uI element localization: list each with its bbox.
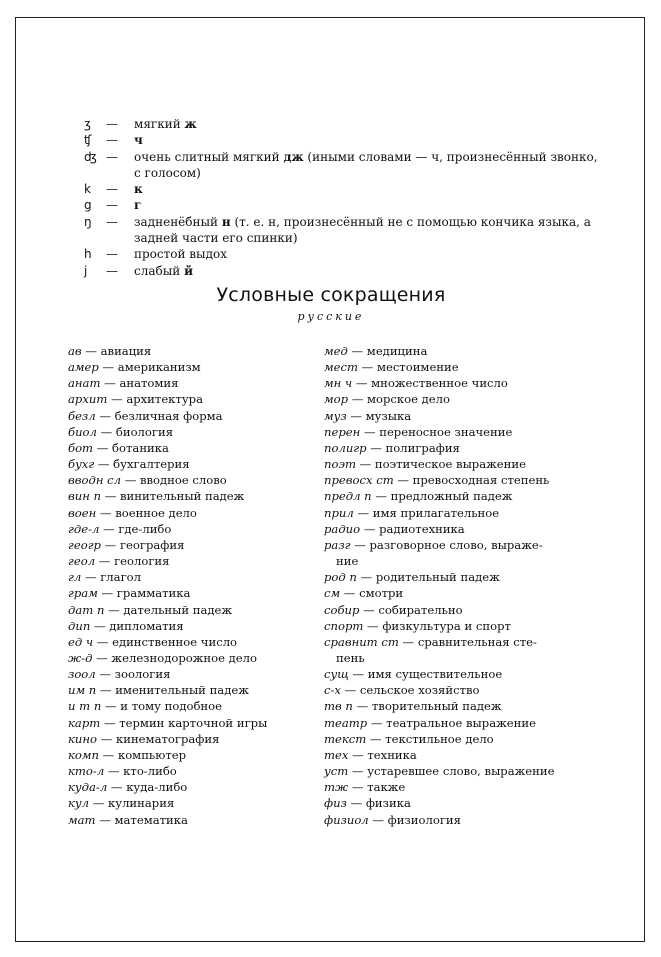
abbreviation-meaning: собирательно [378,602,463,617]
phonetic-symbol: ʧ [84,133,92,148]
abbreviation-entry [324,488,564,504]
phonetic-text: очень слитный мягкий [134,149,284,164]
abbreviation-meaning: грамматика [116,586,191,601]
abbreviation-meaning: кулинария [108,796,175,811]
dash: — [106,117,118,131]
abbreviation-entry [68,731,318,747]
abbreviation-meaning: американизм [117,360,201,375]
abbreviation-entry [68,698,318,714]
abbreviation-entry [324,343,564,359]
abbreviation-meaning: математика [114,812,188,827]
dash: — [361,360,374,375]
dash: — [104,376,116,391]
dash: — [367,618,379,633]
section-subtitle: русские [297,310,365,323]
abbreviation: предл п [324,489,372,504]
abbreviation-entry [68,569,318,585]
phonetic-description [134,246,604,262]
dash: — [102,360,115,375]
abbreviation: прил [324,505,354,520]
dash: — [352,747,364,762]
dash: — [363,602,375,617]
abbreviation: биол [68,424,97,439]
abbreviation: сущ [324,667,349,682]
dash: — [96,634,109,649]
abbreviation-entry [68,682,318,698]
abbreviation: мат [68,812,96,827]
abbreviation: разг [324,537,351,552]
abbreviation-meaning: предложный падеж [390,489,513,504]
dash: — [97,457,110,472]
phonetic-text: (т. е. н, произнесённый не с помощью кончика языка, а задней части его спинки) [134,214,591,246]
abbreviation-entry [324,585,564,601]
abbreviation-entry [68,715,318,731]
phonetic-description [134,263,604,279]
abbreviation-entry [324,698,564,714]
abbreviation-entry [68,812,318,828]
abbreviation-meaning: сельское хозяйство [359,683,480,698]
dash: — [106,214,118,229]
abbreviation-entry [324,424,564,440]
abbreviation-meaning: имя прилагательное [372,505,500,520]
abbreviation: зоол [68,667,96,682]
phonetic-row [84,149,604,182]
abbreviation-meaning: ботаника [112,440,169,455]
dash: — [93,618,106,633]
abbreviation: превосх ст [324,473,394,488]
phonetic-letter: й [184,263,193,278]
dash: — [106,247,118,262]
abbreviation-entry [68,424,318,440]
abbreviation-entry [68,521,318,537]
phonetic-letter: ж [184,117,197,131]
abbreviation-meaning: кто-либо [123,764,177,779]
abbreviation: им п [68,683,97,698]
phonetic-letter: к [134,182,143,197]
phonetic-row [84,214,604,247]
abbreviation-entry [68,472,318,488]
abbreviation-entry [324,505,564,521]
dash: — [99,683,112,698]
abbreviation-meaning: глагол [100,570,141,585]
abbreviation-meaning: геология [114,554,170,569]
dash: — [106,149,118,164]
phonetic-text: мягкий [134,117,185,131]
abbreviation-entry [324,472,564,488]
abbreviation: карт [68,715,101,730]
abbreviation-entry [324,747,564,763]
abbreviation-meaning: биология [115,424,174,439]
abbreviation-meaning: текстильное дело [385,731,494,746]
dash: — [96,650,108,665]
abbreviation-entry [68,343,318,359]
abbreviation: гл [68,570,82,585]
abbreviation: тж [324,780,349,795]
dash: — [108,602,120,617]
dash: — [375,489,387,504]
phonetic-symbol: g [84,198,92,213]
abbreviation: род п [324,570,357,585]
abbreviation: мест [324,360,358,375]
dash: — [106,182,118,197]
abbreviation-meaning: техника [367,747,417,762]
abbreviation: куда-л [68,780,108,795]
abbreviation-entry [324,375,564,391]
abbreviation-entry [324,763,564,779]
abbreviation-entry [68,456,318,472]
abbreviation-entry [68,537,318,553]
abbreviation-entry [324,521,564,537]
abbreviation-meaning: авиация [100,344,152,358]
phonetic-row [84,132,604,148]
abbreviation-entry [324,359,564,375]
abbreviation: дат п [68,602,105,617]
abbreviation: поэт [324,457,356,472]
dash: — [359,457,372,472]
phonetic-letter: г [134,198,142,213]
abbreviation-entry [68,375,318,391]
abbreviation-entry [324,731,564,747]
abbreviation-entry [324,618,564,634]
abbreviation-entry [324,408,564,424]
abbreviation-entry [68,585,318,601]
phonetic-symbol: ʒ [84,117,91,131]
dash: — [355,376,368,391]
abbreviation: бухг [68,457,95,472]
abbreviation-meaning: полиграфия [385,440,460,455]
abbreviation: мор [324,392,349,407]
dash: — [370,440,382,455]
phonetic-description [134,132,604,148]
abbreviation-meaning: бухгалтерия [113,457,190,472]
abbreviation-meaning: термин карточной игры [119,715,268,730]
abbreviation: ж-д [68,650,93,665]
dash: — [104,537,117,552]
abbreviation-meaning: география [119,537,185,552]
abbreviation: физ [324,796,347,811]
abbreviation-entry [68,408,318,424]
dash: — [106,263,118,278]
abbreviations-left-column [68,343,318,828]
phonetic-text: (иными словами — ч, произнесённый звонко, с голосом) [134,149,598,180]
dash: — [102,747,115,762]
abbreviation: архит [68,392,108,407]
phonetic-letter: ч [134,133,143,148]
abbreviation: мн ч [324,376,353,391]
abbreviation: мед [324,344,348,358]
phonetic-symbol: j [84,263,88,278]
dash: — [351,764,364,779]
abbreviation-meaning: зоология [114,667,171,682]
phonetic-row [84,197,604,213]
abbreviation-meaning: куда-либо [126,780,188,795]
dash: — [92,796,105,811]
abbreviation: спорт [324,618,364,633]
dash: — [100,424,113,439]
abbreviation-meaning: также [367,780,406,795]
abbreviation: см [324,586,341,601]
phonetic-description [134,197,604,213]
page-frame [15,17,645,942]
phonetic-symbol: k [84,182,91,197]
dash: — [101,586,114,601]
phonetic-description [134,181,604,197]
phonetic-list [84,116,604,279]
abbreviation-entry [324,634,564,650]
phonetic-text: простой выдох [134,247,227,262]
abbreviation-meaning: устаревшее слово, выражение [367,764,555,779]
dash: — [351,344,364,358]
dash: — [351,780,364,795]
dash: — [369,731,382,746]
abbreviation-entry [68,763,318,779]
abbreviation: бот [68,440,94,455]
phonetic-row [84,181,604,197]
abbreviation: уст [324,764,349,779]
abbreviation: с-х [324,683,341,698]
abbreviation: вводн сл [68,473,122,488]
dash: — [99,667,111,682]
abbreviation-meaning-continuation: ние [336,554,359,569]
abbreviation: дип [68,618,91,633]
abbreviation-meaning: и тому подобное [120,699,222,714]
dash: — [354,537,366,552]
phonetic-row [84,263,604,279]
abbreviation: физиол [324,812,369,827]
abbreviation: собир [324,602,360,617]
dash: — [104,489,117,504]
abbreviation-meaning: морское дело [366,392,451,407]
abbreviation-meaning-continuation: пень [336,650,365,665]
dash: — [100,731,113,746]
dash: — [99,408,111,423]
abbreviation-meaning: творительный падеж [371,699,502,714]
dash: — [352,667,365,682]
abbreviation-entry [68,779,318,795]
abbreviation-meaning: железнодорожное дело [111,650,257,665]
abbreviation-meaning: физика [365,796,411,811]
dash: — [103,715,116,730]
abbreviation: текст [324,731,367,746]
abbreviation-meaning: театральное выражение [386,715,536,730]
dash: — [110,780,123,795]
abbreviation: перен [324,424,361,439]
abbreviation-meaning: сравнительная сте- [417,634,537,649]
abbreviation: кто-л [68,764,105,779]
abbreviation: безл [68,408,96,423]
dash: — [363,521,376,536]
abbreviation: геогр [68,537,101,552]
dash: — [99,812,111,827]
dash: — [356,699,369,714]
abbreviation: полигр [324,440,367,455]
section-title: Условные сокращения [216,284,446,306]
abbreviation: где-л [68,521,100,536]
abbreviation: театр [324,715,368,730]
abbreviation-meaning: винительный падеж [119,489,245,504]
dash: — [84,570,97,585]
dash: — [343,586,356,601]
abbreviation-meaning: переносное значение [379,424,513,439]
phonetic-symbol: ŋ [84,214,92,229]
abbreviation-entry [324,812,564,828]
abbreviation: грам [68,586,98,601]
abbreviation-meaning: множественное число [371,376,508,391]
abbreviation: ав [68,344,82,358]
abbreviations-right-column [324,343,564,828]
phonetic-description [134,149,604,182]
abbreviation-meaning: безличная форма [114,408,223,423]
abbreviation: муз [324,408,347,423]
abbreviation-entry [68,602,318,618]
dash: — [363,424,376,439]
abbreviation-entry [324,682,564,698]
dash: — [124,473,137,488]
phonetic-description [134,214,604,247]
abbreviation-entry [68,391,318,407]
dash: — [350,796,363,811]
abbreviation: амер [68,360,99,375]
abbreviation-entry [68,505,318,521]
abbreviation-entry [324,715,564,731]
abbreviation-meaning: имя существительное [367,667,503,682]
abbreviation-entry [324,456,564,472]
abbreviation-entry [68,666,318,682]
dash: — [85,344,97,358]
abbreviation: комп [68,747,99,762]
abbreviation-entry [324,569,564,585]
phonetic-row [84,246,604,262]
abbreviation-entry [68,553,318,569]
dash: — [344,683,357,698]
dash: — [402,634,415,649]
abbreviation: радио [324,521,361,536]
abbreviation-meaning: смотри [359,586,404,601]
abbreviation-entry [324,391,564,407]
abbreviation-meaning: единственное число [112,634,238,649]
abbreviation: анат [68,376,101,391]
dash: — [397,473,409,488]
phonetic-text: задненёбный [134,214,222,229]
abbreviation-meaning: разговорное слово, выраже- [369,537,543,552]
abbreviation: тв п [324,699,353,714]
dash: — [105,699,117,714]
phonetic-symbol: h [84,247,92,262]
abbreviation-entry [324,779,564,795]
dash: — [111,392,123,407]
abbreviation-meaning: дательный падеж [123,602,233,617]
phonetic-symbol: ʤ [84,149,97,164]
dash: — [357,505,370,520]
abbreviation: геол [68,554,96,569]
dash: — [103,521,115,536]
dash: — [96,440,109,455]
dash: — [106,133,118,148]
abbreviation: тех [324,747,349,762]
abbreviation-entry [68,440,318,456]
phonetic-letter: н [221,214,231,229]
dash: — [106,198,118,213]
abbreviation-meaning: где-либо [118,521,172,536]
abbreviation: воен [68,505,97,520]
phonetic-letter: дж [283,149,304,164]
abbreviation: сравнит ст [324,634,399,649]
abbreviation-entry [324,537,564,553]
dash: — [98,554,111,569]
abbreviation-entry [68,650,318,666]
abbreviation-entry [324,440,564,456]
abbreviation-meaning: именительный падеж [115,683,249,698]
abbreviation-meaning: дипломатия [109,618,184,633]
abbreviation-meaning: физкультура и спорт [382,618,511,633]
abbreviation-entry [324,666,564,682]
abbreviation-meaning: физиология [387,812,461,827]
dash: — [99,505,112,520]
dash: — [107,764,120,779]
dash: — [370,715,383,730]
abbreviation-meaning: местоимение [376,360,459,375]
abbreviation: кул [68,796,90,811]
abbreviation: и т п [68,699,102,714]
dash: — [372,812,384,827]
abbreviation-entry [324,795,564,811]
abbreviation-meaning: поэтическое выражение [374,457,526,472]
dash: — [350,408,362,423]
abbreviation-meaning: медицина [366,344,428,358]
abbreviation-entry [68,634,318,650]
abbreviation-meaning: военное дело [115,505,197,520]
phonetic-row [84,116,604,132]
abbreviation-meaning: кинематография [115,731,220,746]
abbreviation-meaning: архитектура [126,392,204,407]
dash: — [351,392,364,407]
abbreviation-entry [68,618,318,634]
abbreviation-meaning: родительный падеж [375,570,500,585]
abbreviation-meaning: радиотехника [379,521,465,536]
abbreviation: кино [68,731,98,746]
abbreviation-meaning: музыка [365,408,412,423]
abbreviation-entry [324,602,564,618]
abbreviation-entry [68,747,318,763]
dash: — [360,570,373,585]
phonetic-text: слабый [134,263,185,278]
abbreviation-meaning: анатомия [119,376,179,391]
abbreviation-meaning: вводное слово [140,473,227,488]
phonetic-description [134,116,604,132]
abbreviation: ед ч [68,634,94,649]
abbreviation-entry [68,488,318,504]
abbreviation-meaning: компьютер [117,747,187,762]
abbreviation-meaning: превосходная степень [412,473,550,488]
abbreviation-entry [68,359,318,375]
abbreviation-entry [68,795,318,811]
abbreviation: вин п [68,489,102,504]
